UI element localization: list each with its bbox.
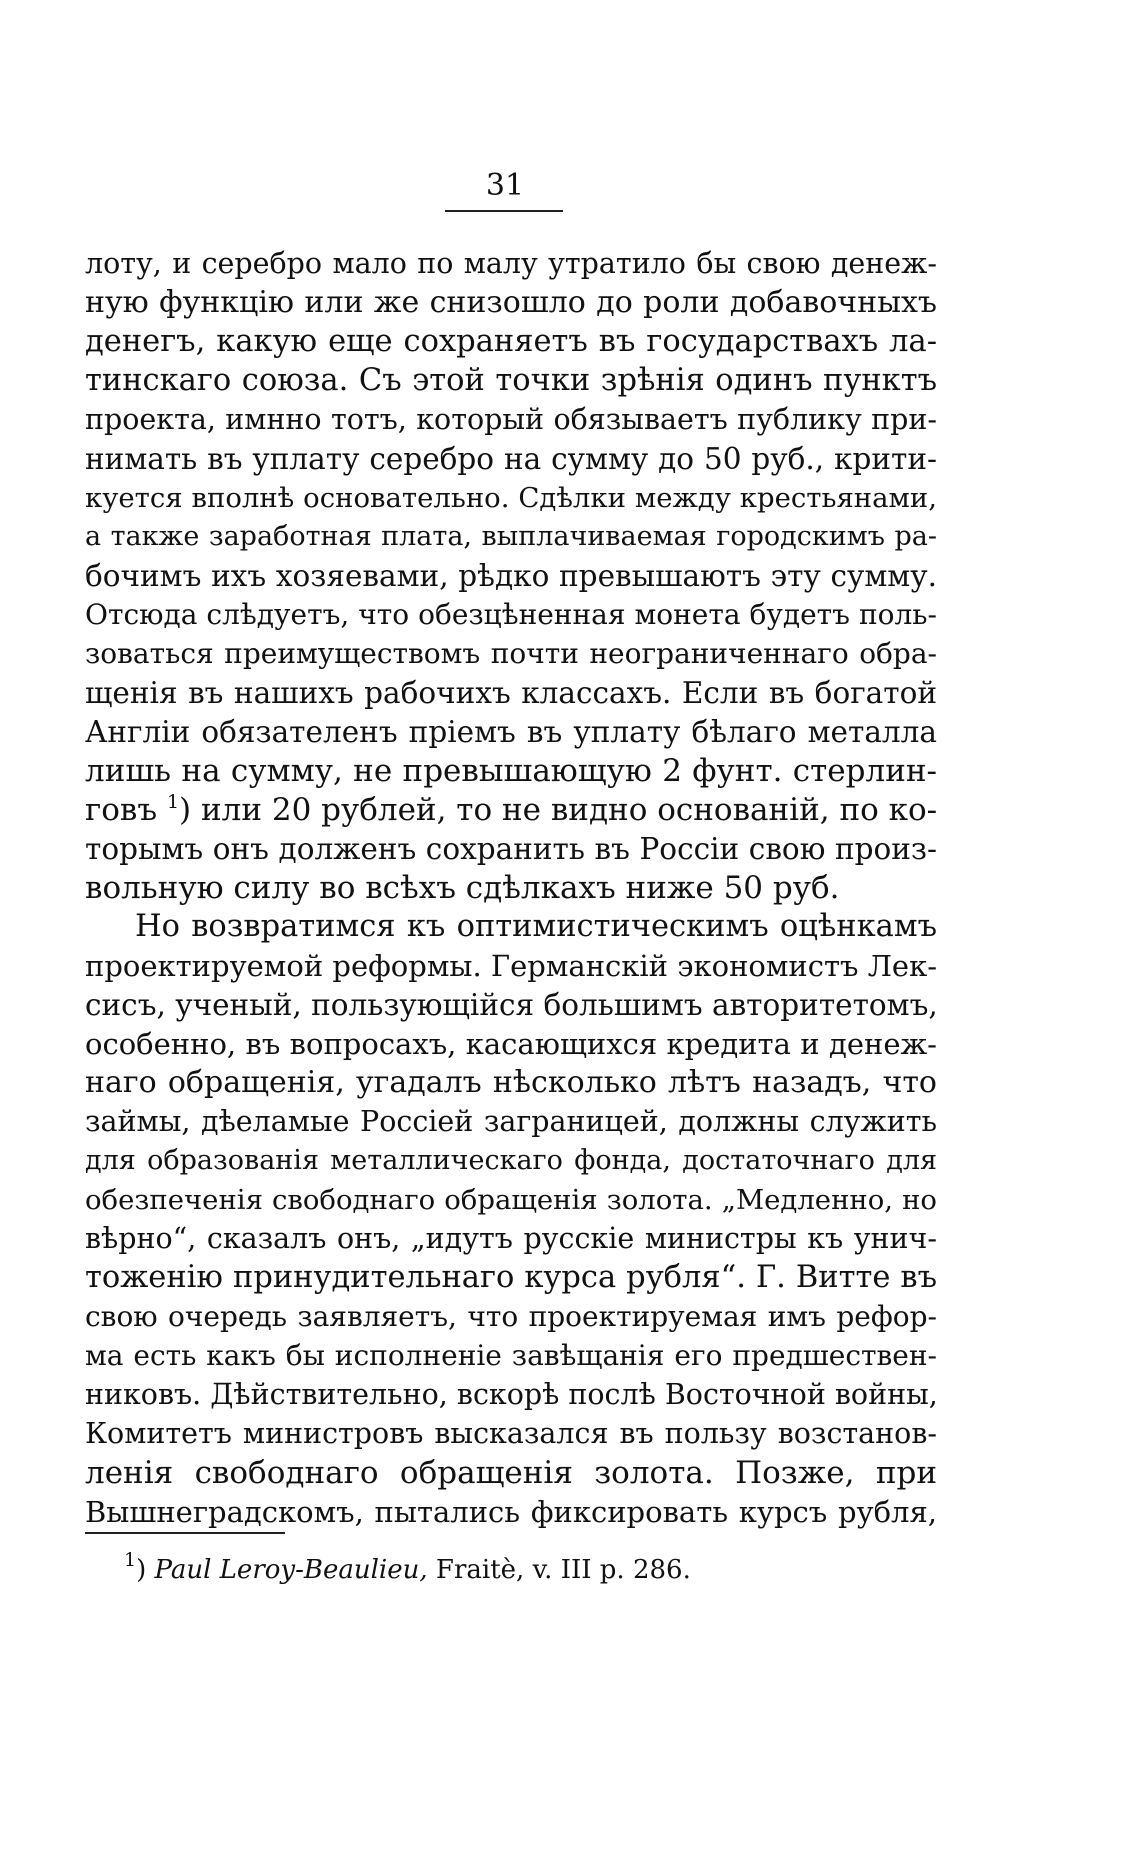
body-line: ма есть какъ бы исполненіе завѣщанія его предшествен- xyxy=(85,1339,937,1372)
body-line: ную функцію или же снизошло до роли добавочныхъ xyxy=(85,285,937,320)
body-line: Вышнеградскомъ, пытались фиксировать курсъ рубля, xyxy=(85,1495,937,1529)
footnote-citation: Fraitè, v. III p. 286. xyxy=(435,1555,691,1585)
body-line: Но возвратимся къ оптимистическимъ оцѣнкамъ xyxy=(135,909,937,944)
body-line: проектируемой реформы. Германскій экономистъ Лек- xyxy=(85,949,937,983)
footnote xyxy=(124,1549,691,1589)
body-line: бочимъ ихъ хозяевами, рѣдко превышаютъ эту сумму. xyxy=(85,559,937,593)
line-text-after: ) или 20 рублей, то не видно основаній, по ко- xyxy=(179,792,938,828)
body-line: наго обращенія, угадалъ нѣсколько лѣтъ назадъ, что xyxy=(85,1065,937,1100)
body-line: займы, дѣеламые Россіей заграницей, должны служить xyxy=(85,1105,937,1138)
body-line: лоту, и серебро мало по малу утратило бы свою денеж- xyxy=(85,247,937,280)
body-line: особенно, въ вопросахъ, касающихся кредита и денеж- xyxy=(85,1027,937,1061)
body-line: лишь на сумму, не превышающую 2 фунт. стерлин- xyxy=(85,753,937,789)
body-line: денегъ, какую еще сохраняетъ въ государствахъ ла- xyxy=(85,324,937,359)
body-line-with-footnote-ref xyxy=(85,790,937,834)
body-line: тоженію принудительнаго курса рубля“. Г. Витте въ xyxy=(85,1260,937,1295)
body-line: а также заработная плата, выплачиваемая городскимъ ра- xyxy=(85,521,937,552)
body-line: сисъ, ученый, пользующійся большимъ авторитетомъ, xyxy=(85,988,938,1022)
footnote-author: Paul Leroy-Beaulieu, xyxy=(154,1555,428,1585)
body-line: торымъ онъ долженъ сохранить въ Россіи свою произ- xyxy=(85,832,937,866)
body-line: Комитетъ министровъ высказался въ пользу возстанов- xyxy=(85,1417,937,1450)
body-line: вѣрно“, сказалъ онъ, „идутъ русскіе министры къ унич- xyxy=(85,1222,937,1255)
body-line: ленія свободнаго обращенія золота. Позже, при xyxy=(85,1455,937,1491)
body-line: нимать въ уплату серебро на сумму до 50 руб., крити- xyxy=(85,442,937,476)
body-line: тинскаго союза. Съ этой точки зрѣнія одинъ пунктъ xyxy=(85,363,937,398)
footnote-paren: ) xyxy=(136,1555,155,1585)
body-line: щенія въ нашихъ рабочихъ классахъ. Если въ богатой xyxy=(85,676,937,710)
page-number: 31 xyxy=(485,168,525,203)
body-line: обезпеченія свободнаго обращенія золота. „Медленно, но xyxy=(85,1184,937,1216)
footnote-marker: 1 xyxy=(124,1549,137,1571)
body-line: Отсюда слѣдуетъ, что обезцѣненная монета будетъ поль- xyxy=(85,598,937,631)
body-line: свою очередь заявляетъ, что проектируемая имъ рефор- xyxy=(85,1300,937,1333)
body-line: никовъ. Дѣйствительно, вскорѣ послѣ Восточной войны, xyxy=(85,1378,938,1411)
body-line: Англіи обязателенъ пріемъ въ уплату бѣлаго металла xyxy=(85,715,937,749)
body-line: зоваться преимуществомъ почти неограниченнаго обра- xyxy=(85,637,937,670)
body-line: вольную силу во всѣхъ сдѣлкахъ ниже 50 руб. xyxy=(85,870,840,906)
body-line: для образованія металлическаго фонда, достаточнаго для xyxy=(85,1145,937,1176)
body-line: куется вполнѣ основательно. Сдѣлки между крестьянами, xyxy=(85,482,937,514)
line-text-before: говъ xyxy=(85,792,167,828)
footnote-reference[interactable]: 1 xyxy=(166,791,180,813)
footnote-rule xyxy=(85,1532,285,1534)
header-rule xyxy=(445,210,563,212)
body-line: проекта, имнно тотъ, который обязываетъ публику при- xyxy=(85,403,937,436)
